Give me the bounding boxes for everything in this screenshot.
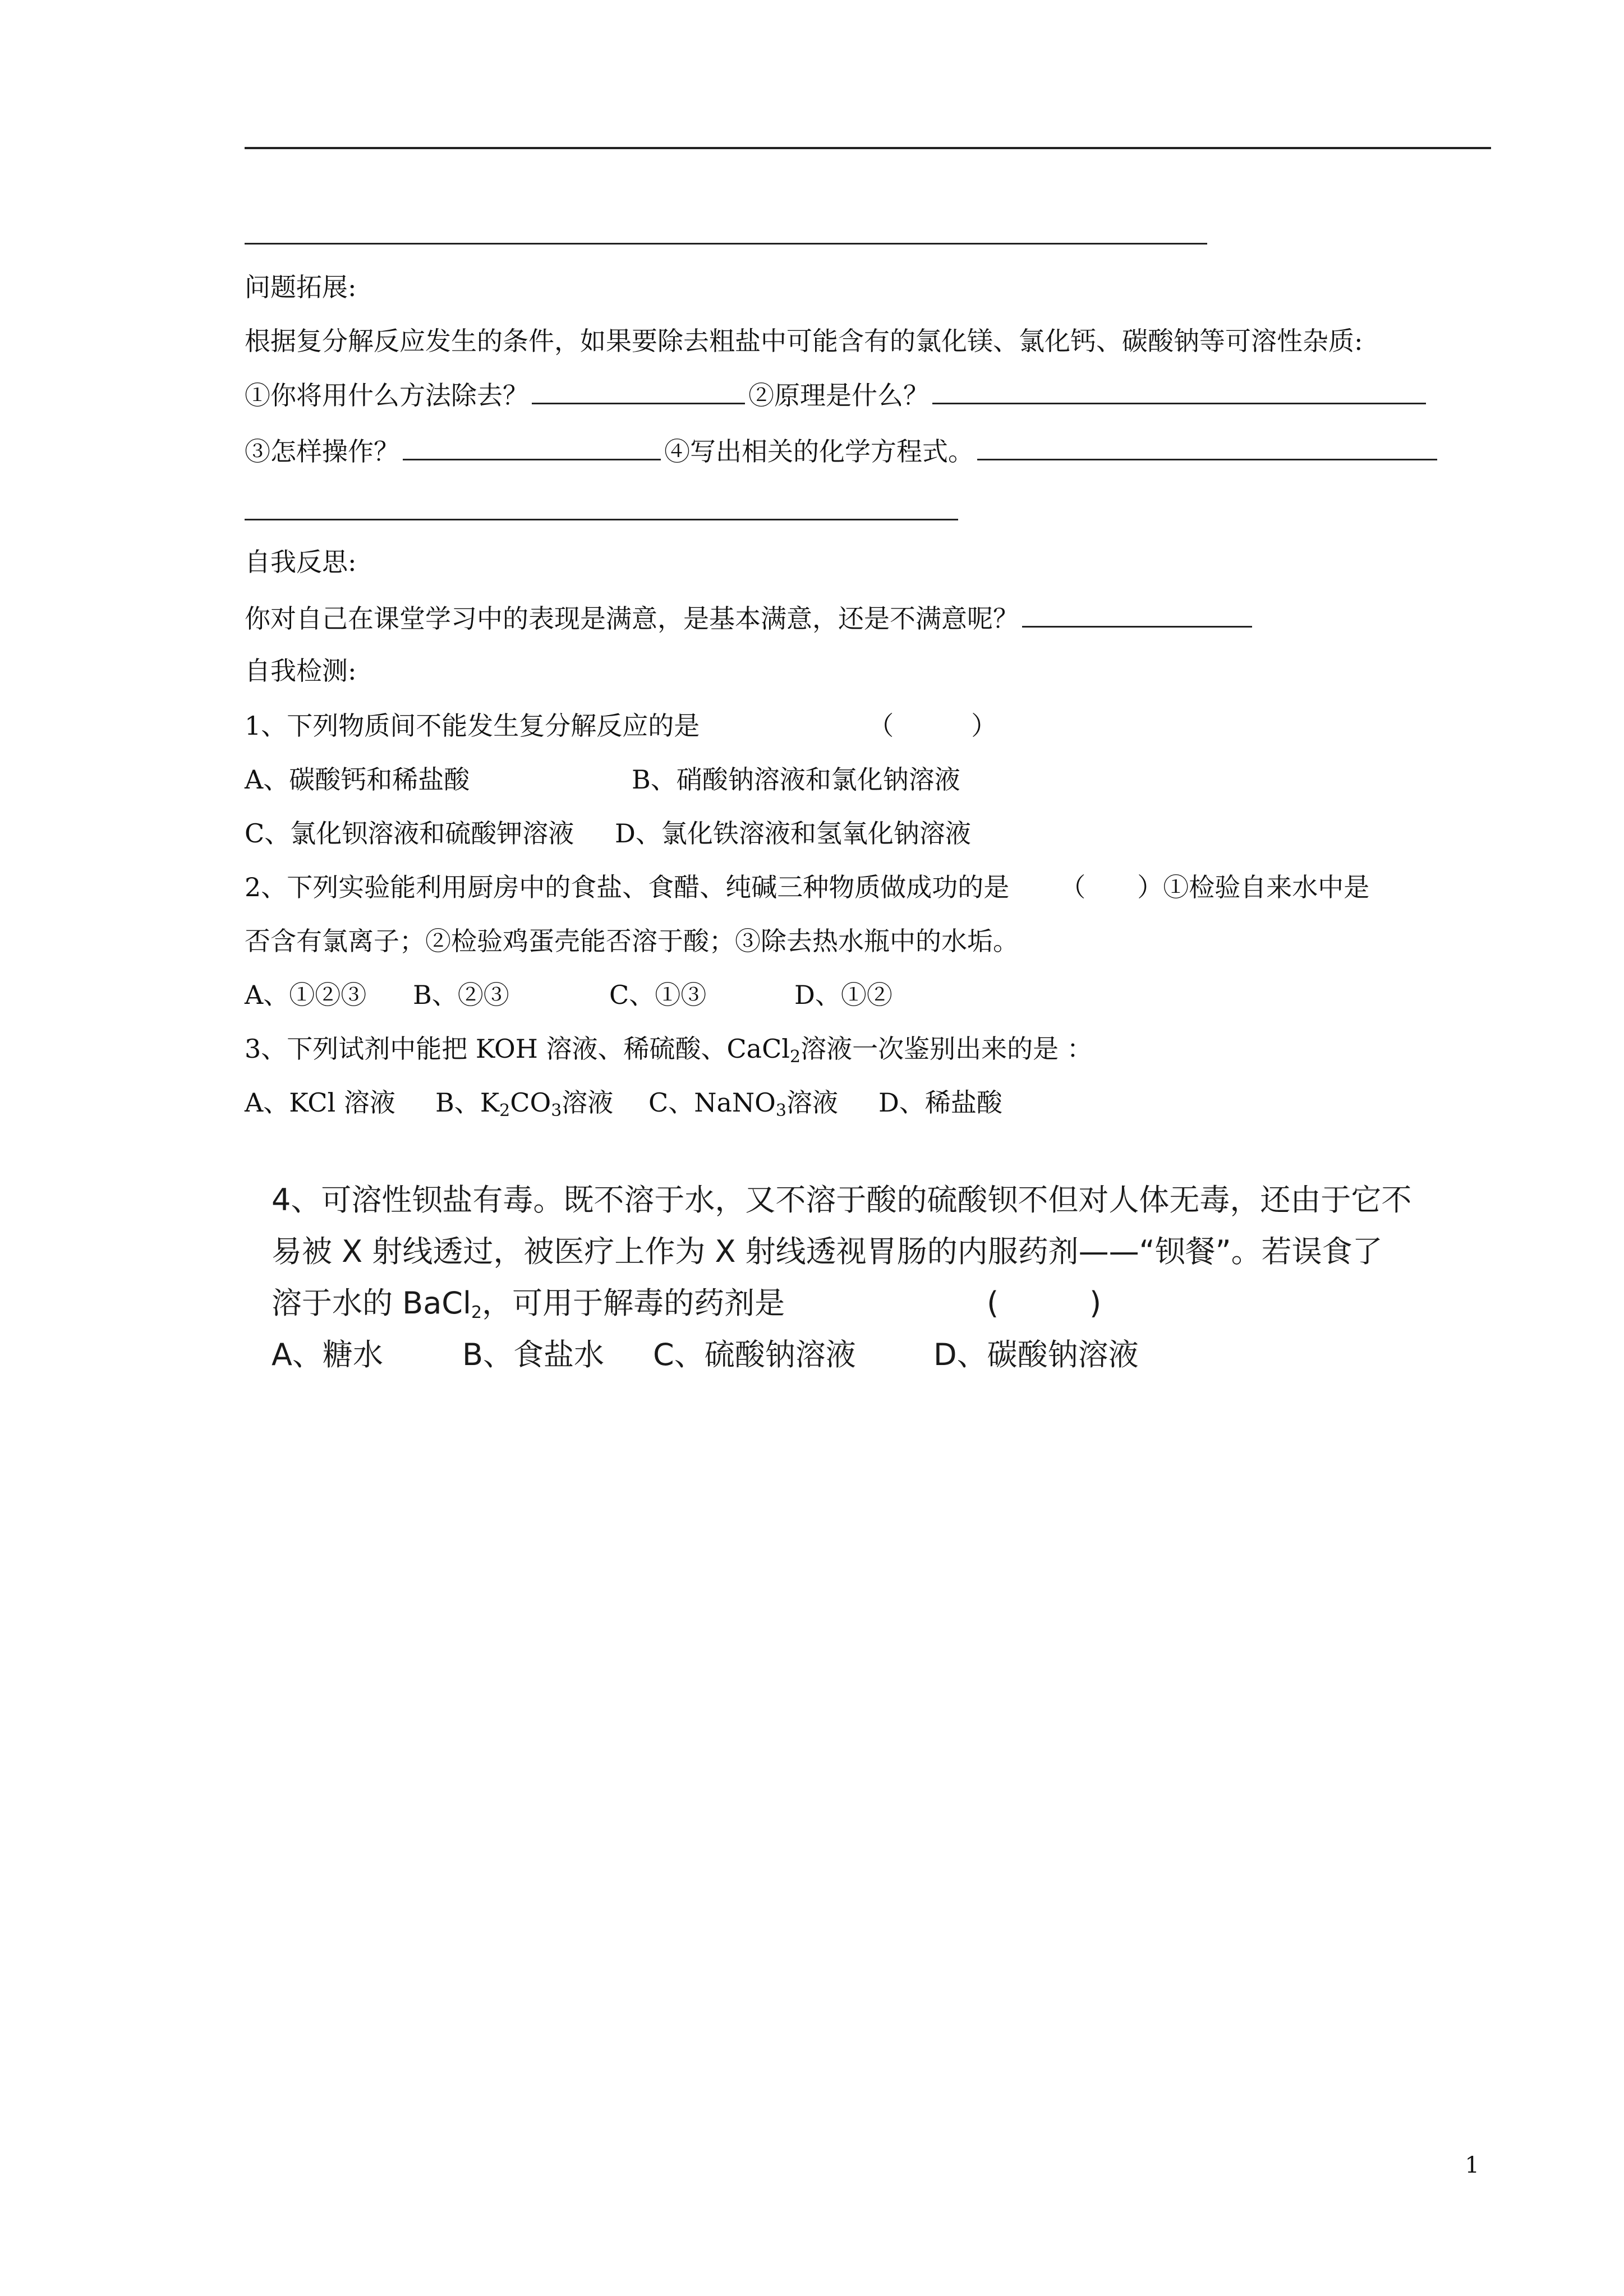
reflection-question: 你对自己在课堂学习中的表现是满意，是基本满意，还是不满意呢？ <box>245 603 1019 634</box>
question-operation: ③怎样操作？ <box>245 436 399 467</box>
answer-paren[interactable]: （ ） <box>868 711 997 741</box>
question-1-options-cd <box>245 815 971 851</box>
question-3 <box>245 1031 1093 1067</box>
option-d: D、碳酸钠溶液 <box>933 1337 1139 1372</box>
extension-title: 问题拓展: <box>245 272 357 302</box>
subscript: 2 <box>790 1047 801 1067</box>
question-4-line1: 4、可溶性钡盐有毒。既不溶于水，又不溶于酸的硫酸钡不但对人体无毒，还由于它不 <box>272 1182 1412 1218</box>
extension-q34 <box>245 433 1441 469</box>
question-4-options <box>272 1337 1139 1373</box>
option-a: A、①②③ <box>245 980 367 1010</box>
question-stem: 溶液一次鉴别出来的是 ： <box>801 1034 1093 1064</box>
option-a: A、碳酸钙和稀盐酸 <box>245 764 470 795</box>
question-method: ①你将用什么方法除去？ <box>245 380 528 411</box>
question-2-line2: 否含有氯离子；②检验鸡蛋壳能否溶于酸；③除去热水瓶中的水垢。 <box>245 926 1019 956</box>
answer-paren[interactable]: （ ） <box>1060 872 1163 902</box>
subscript: 2 <box>471 1303 482 1322</box>
answer-paren[interactable]: ( ) <box>987 1285 1102 1321</box>
question-stem-tail: ①检验自来水中是 <box>1163 872 1370 902</box>
question-equation: ④写出相关的化学方程式。 <box>664 436 974 467</box>
question-stem: 1、下列物质间不能发生复分解反应的是 <box>245 711 700 741</box>
question-stem: 2、下列实验能利用厨房中的食盐、食醋、纯碱三种物质做成功的是 <box>245 872 1010 902</box>
question-2-options <box>245 977 892 1013</box>
page-number: 1 <box>1465 2152 1479 2178</box>
header-rule <box>245 147 1491 149</box>
question-principle: ②原理是什么？ <box>748 380 929 411</box>
extension-q12 <box>245 377 1429 413</box>
answer-line <box>245 243 1207 245</box>
option-d: D、①② <box>794 980 892 1010</box>
option-a: A、糖水 <box>272 1337 383 1372</box>
question-stem: 溶于水的 BaCl <box>272 1285 472 1321</box>
question-1 <box>245 708 997 744</box>
answer-blank[interactable] <box>932 377 1426 404</box>
answer-line <box>245 519 958 520</box>
option-c: C、NaNO$_3$溶液 <box>648 1087 838 1121</box>
question-4-line2: 易被 X 射线透过，被医疗上作为 X 射线透视胃肠的内服药剂——“钡餐”。若误食了 <box>272 1234 1383 1269</box>
question-4-line3 <box>272 1285 1101 1321</box>
option-c: C、氯化钡溶液和硫酸钾溶液 <box>245 818 574 849</box>
option-d: D、稀盐酸 <box>878 1087 1002 1118</box>
question-3-options <box>245 1085 1002 1121</box>
option-b: B、食盐水 <box>462 1337 605 1372</box>
question-1-options-ab <box>245 762 960 797</box>
reflection-title: 自我反思: <box>245 547 357 577</box>
answer-blank[interactable] <box>977 433 1437 460</box>
question-stem: ，可用于解毒的药剂是 <box>482 1285 785 1321</box>
option-c: C、硫酸钠溶液 <box>653 1337 856 1372</box>
answer-blank[interactable] <box>403 433 661 460</box>
answer-blank[interactable] <box>532 377 745 404</box>
option-d: D、氯化铁溶液和氢氧化钠溶液 <box>615 818 971 849</box>
reflection-question-line <box>245 600 1255 637</box>
option-b: B、②③ <box>413 980 509 1010</box>
answer-blank[interactable] <box>1022 600 1252 628</box>
question-stem: 3、下列试剂中能把 KOH 溶液、稀硫酸、CaCl <box>245 1034 790 1064</box>
question-2 <box>245 869 1369 905</box>
option-c: C、①③ <box>609 980 707 1010</box>
option-b: B、$K_2CO_3$溶液 <box>435 1087 614 1121</box>
option-b: B、硝酸钠溶液和氯化钠溶液 <box>632 764 960 795</box>
test-title: 自我检测: <box>245 656 357 686</box>
option-a: A、KCl 溶液 <box>245 1087 395 1118</box>
extension-intro: 根据复分解反应发生的条件，如果要除去粗盐中可能含有的氯化镁、氯化钙、碳酸钠等可溶性杂质: <box>245 326 1363 356</box>
